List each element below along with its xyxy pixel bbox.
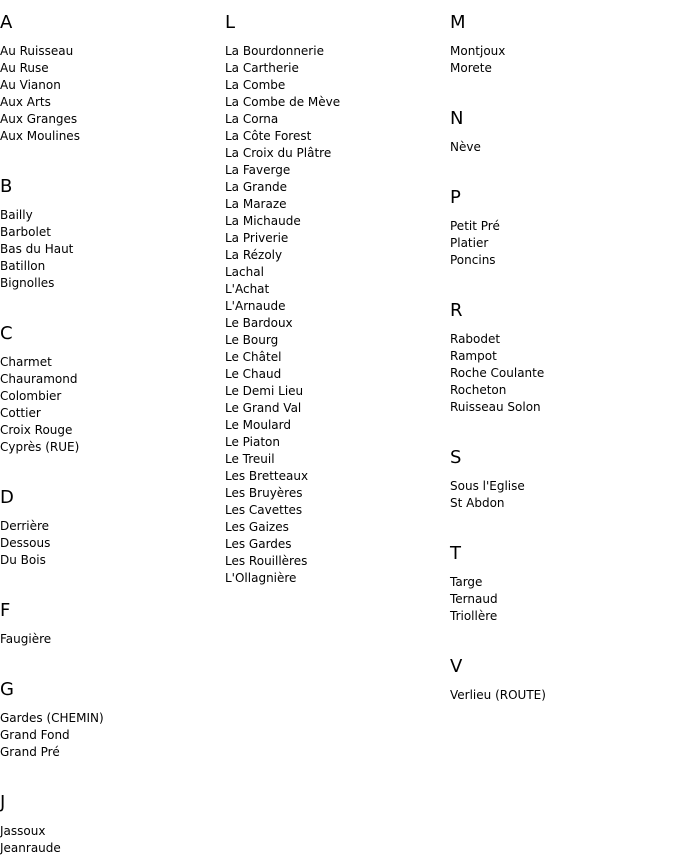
street-name: Le Châtel: [225, 350, 282, 364]
street-name: Le Moulard: [225, 418, 291, 432]
letter-heading: S: [450, 447, 462, 468]
letter-heading: N: [450, 108, 464, 129]
street-name: Au Ruse: [0, 61, 49, 75]
street-name: L'Achat: [225, 282, 270, 296]
street-name: Poncins: [450, 253, 496, 267]
group-spacer: [450, 512, 546, 531]
street-name: Derrière: [0, 519, 50, 533]
street-name: Au Vianon: [0, 78, 61, 92]
street-name: Les Rouillères: [225, 554, 308, 568]
letter-group-b: [0, 176, 104, 292]
letter-heading: L: [225, 12, 236, 33]
group-spacer: [450, 416, 546, 435]
street-name: Sous l'Eglise: [450, 479, 525, 493]
street-name: Bas du Haut: [0, 242, 74, 256]
letter-group-r: [450, 300, 546, 416]
street-name: La Rézoly: [225, 248, 283, 262]
street-list: [450, 139, 546, 156]
letter-group-f: [0, 600, 104, 648]
street-name: Nève: [450, 140, 481, 154]
group-spacer: [0, 569, 104, 588]
street-name: La Cartherie: [225, 61, 299, 75]
street-name: Croix Rouge: [0, 423, 73, 437]
street-name: Le Grand Val: [225, 401, 302, 415]
street-name: Rocheton: [450, 383, 507, 397]
street-name: Colombier: [0, 389, 62, 403]
street-column-left: [0, 0, 104, 857]
street-list: [0, 43, 104, 145]
letter-group-v: [450, 656, 546, 704]
letter-heading: A: [0, 12, 13, 33]
street-list: [0, 354, 104, 456]
street-name: La Maraze: [225, 197, 287, 211]
letter-heading: T: [450, 543, 461, 564]
street-name: Du Bois: [0, 553, 46, 567]
street-name: Lachal: [225, 265, 264, 279]
group-spacer: [450, 77, 546, 96]
street-name: Le Bardoux: [225, 316, 293, 330]
street-name: Morete: [450, 61, 492, 75]
street-name: La Combe: [225, 78, 286, 92]
letter-group-n: [450, 108, 546, 156]
street-name: Chauramond: [0, 372, 78, 386]
street-list: [0, 710, 104, 761]
street-name: La Priverie: [225, 231, 289, 245]
street-name: Les Gaizes: [225, 520, 289, 534]
street-column-right: [450, 0, 546, 704]
street-name: Grand Fond: [0, 728, 70, 742]
letter-group-c: [0, 323, 104, 456]
group-spacer: [0, 145, 104, 164]
street-name: Au Ruisseau: [0, 44, 74, 58]
street-name: Faugière: [0, 632, 52, 646]
street-name: Rampot: [450, 349, 497, 363]
street-name: La Bourdonnerie: [225, 44, 324, 58]
letter-heading: C: [0, 323, 13, 344]
street-list: [450, 687, 546, 704]
letter-group-d: [0, 487, 104, 569]
letter-group-p: [450, 187, 546, 269]
street-name: Le Demi Lieu: [225, 384, 304, 398]
letter-heading: M: [450, 12, 466, 33]
letter-heading: F: [0, 600, 11, 621]
group-spacer: [0, 761, 104, 780]
street-name: Aux Granges: [0, 112, 78, 126]
street-name: Barbolet: [0, 225, 51, 239]
group-spacer: [450, 156, 546, 175]
letter-heading: J: [0, 792, 6, 813]
street-list: [450, 218, 546, 269]
street-name: La Croix du Plâtre: [225, 146, 332, 160]
letter-group-m: [450, 12, 546, 77]
street-name: Les Gardes: [225, 537, 292, 551]
letter-heading: G: [0, 679, 14, 700]
street-name: Platier: [450, 236, 489, 250]
street-list: [450, 574, 546, 625]
street-name: La Grande: [225, 180, 288, 194]
street-list: [450, 331, 546, 416]
street-name: Bignolles: [0, 276, 55, 290]
street-name: La Côte Forest: [225, 129, 312, 143]
street-name: Aux Arts: [0, 95, 51, 109]
group-spacer: [450, 269, 546, 288]
street-name: St Abdon: [450, 496, 505, 510]
street-name: Le Treuil: [225, 452, 275, 466]
street-name: Ternaud: [450, 592, 498, 606]
street-name: La Corna: [225, 112, 279, 126]
street-name: Grand Pré: [0, 745, 60, 759]
street-name: Les Bruyères: [225, 486, 303, 500]
street-name: Cottier: [0, 406, 41, 420]
street-list: [0, 631, 104, 648]
street-name: Verlieu (ROUTE): [450, 688, 546, 702]
street-name: L'Arnaude: [225, 299, 286, 313]
street-name: Le Chaud: [225, 367, 282, 381]
street-name: Petit Pré: [450, 219, 500, 233]
street-name: Le Bourg: [225, 333, 279, 347]
letter-heading: R: [450, 300, 463, 321]
letter-group-l: [225, 12, 340, 587]
street-name: Montjoux: [450, 44, 506, 58]
letter-heading: V: [450, 656, 463, 677]
street-name: Les Cavettes: [225, 503, 303, 517]
street-list: [450, 43, 546, 77]
street-name: Batillon: [0, 259, 46, 273]
street-list: [0, 207, 104, 292]
letter-group-t: [450, 543, 546, 625]
street-list: [0, 823, 104, 857]
street-name: Gardes (CHEMIN): [0, 711, 104, 725]
street-list: [225, 43, 340, 587]
street-name: Targe: [450, 575, 483, 589]
letter-heading: B: [0, 176, 13, 197]
street-column-middle: [225, 0, 340, 587]
letter-group-j: [0, 792, 104, 857]
street-name: Le Piaton: [225, 435, 280, 449]
street-list: [450, 478, 546, 512]
letter-group-s: [450, 447, 546, 512]
letter-heading: P: [450, 187, 461, 208]
letter-group-a: [0, 12, 104, 145]
street-name: Bailly: [0, 208, 33, 222]
group-spacer: [0, 456, 104, 475]
group-spacer: [0, 292, 104, 311]
street-name: Aux Moulines: [0, 129, 80, 143]
street-name: La Michaude: [225, 214, 301, 228]
letter-group-g: [0, 679, 104, 761]
group-spacer: [450, 625, 546, 644]
group-spacer: [0, 648, 104, 667]
street-name: Cyprès (RUE): [0, 440, 80, 454]
street-name: Triollère: [450, 609, 498, 623]
street-name: L'Ollagnière: [225, 571, 297, 585]
street-name: Les Bretteaux: [225, 469, 309, 483]
street-name: La Faverge: [225, 163, 291, 177]
street-name: Roche Coulante: [450, 366, 545, 380]
street-name: Rabodet: [450, 332, 501, 346]
street-name: Jassoux: [0, 824, 46, 838]
street-list: [0, 518, 104, 569]
street-name: Ruisseau Solon: [450, 400, 541, 414]
street-name: La Combe de Mève: [225, 95, 341, 109]
street-name: Charmet: [0, 355, 52, 369]
street-name: Dessous: [0, 536, 51, 550]
street-name: Jeanraude: [0, 841, 61, 855]
letter-heading: D: [0, 487, 14, 508]
